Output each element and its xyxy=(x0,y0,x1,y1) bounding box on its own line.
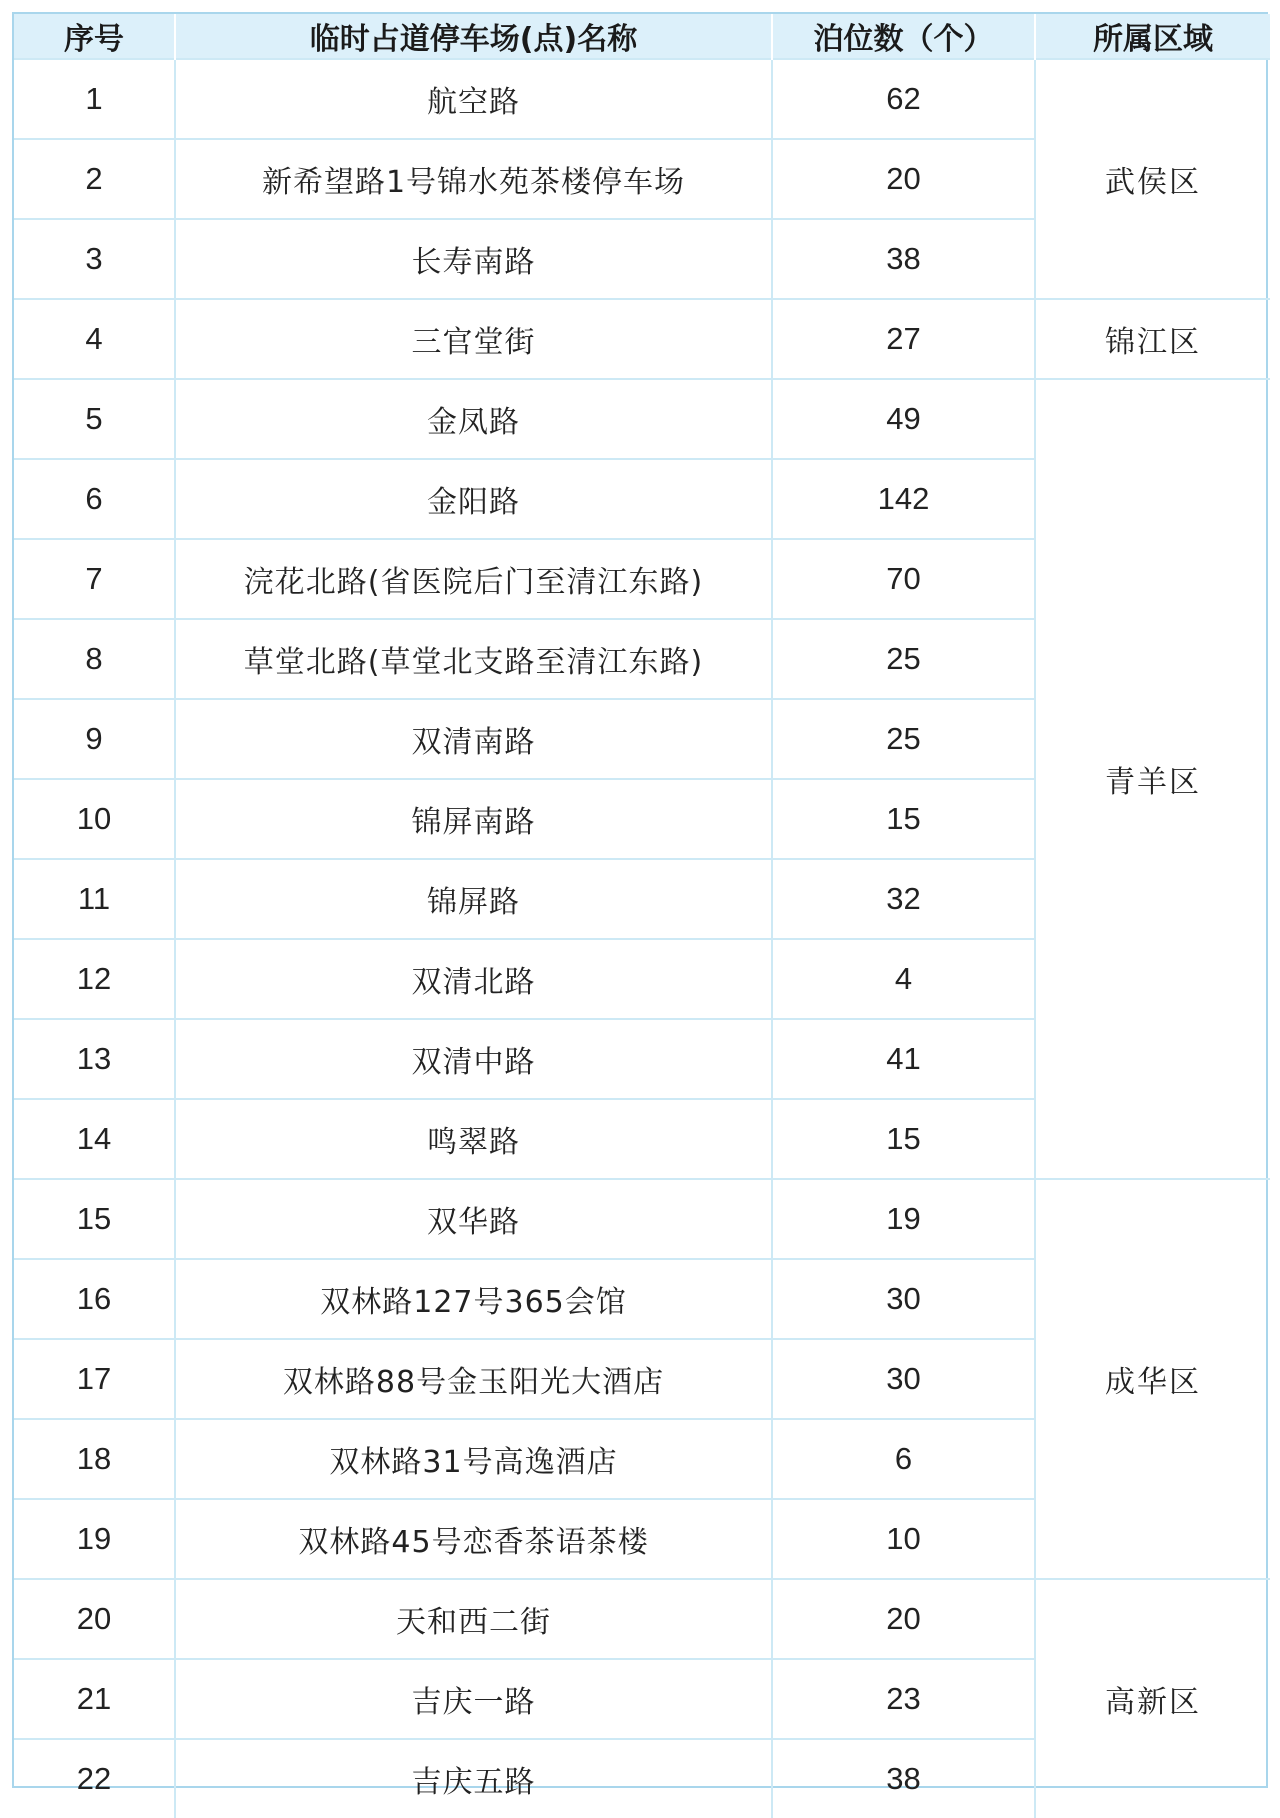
row-index: 18 xyxy=(14,1419,175,1499)
district-cell: 高新区 xyxy=(1035,1579,1270,1818)
parking-name: 双林路45号恋香茶语茶楼 xyxy=(175,1499,772,1579)
parking-spaces: 6 xyxy=(772,1419,1035,1499)
row-index: 6 xyxy=(14,459,175,539)
parking-spaces: 38 xyxy=(772,219,1035,299)
parking-spaces: 19 xyxy=(772,1179,1035,1259)
row-index: 5 xyxy=(14,379,175,459)
parking-name: 双清中路 xyxy=(175,1019,772,1099)
district-cell: 锦江区 xyxy=(1035,299,1270,379)
row-index: 14 xyxy=(14,1099,175,1179)
parking-table xyxy=(14,14,1270,1818)
parking-name: 天和西二街 xyxy=(175,1579,772,1659)
row-index: 1 xyxy=(14,59,175,139)
parking-spaces: 25 xyxy=(772,619,1035,699)
parking-name: 长寿南路 xyxy=(175,219,772,299)
table-header-row xyxy=(14,14,1270,59)
parking-table-container xyxy=(12,12,1268,1800)
row-index: 15 xyxy=(14,1179,175,1259)
row-index: 12 xyxy=(14,939,175,1019)
header-index: 序号 xyxy=(14,14,175,59)
parking-spaces: 62 xyxy=(772,59,1035,139)
parking-spaces: 4 xyxy=(772,939,1035,1019)
parking-name: 三官堂街 xyxy=(175,299,772,379)
district-cell: 武侯区 xyxy=(1035,59,1270,299)
table-row xyxy=(14,379,1270,459)
row-index: 22 xyxy=(14,1739,175,1818)
parking-spaces: 142 xyxy=(772,459,1035,539)
parking-name: 双华路 xyxy=(175,1179,772,1259)
row-index: 11 xyxy=(14,859,175,939)
row-index: 17 xyxy=(14,1339,175,1419)
row-index: 13 xyxy=(14,1019,175,1099)
parking-spaces: 30 xyxy=(772,1259,1035,1339)
parking-spaces: 70 xyxy=(772,539,1035,619)
parking-name: 锦屏路 xyxy=(175,859,772,939)
row-index: 4 xyxy=(14,299,175,379)
parking-name: 航空路 xyxy=(175,59,772,139)
parking-name: 金阳路 xyxy=(175,459,772,539)
table-row xyxy=(14,299,1270,379)
table-row xyxy=(14,1179,1270,1259)
district-cell: 成华区 xyxy=(1035,1179,1270,1579)
row-index: 3 xyxy=(14,219,175,299)
parking-spaces: 20 xyxy=(772,1579,1035,1659)
parking-spaces: 25 xyxy=(772,699,1035,779)
parking-name: 金凤路 xyxy=(175,379,772,459)
parking-spaces: 23 xyxy=(772,1659,1035,1739)
parking-spaces: 10 xyxy=(772,1499,1035,1579)
parking-name: 锦屏南路 xyxy=(175,779,772,859)
row-index: 21 xyxy=(14,1659,175,1739)
parking-name: 吉庆五路 xyxy=(175,1739,772,1818)
header-district: 所属区域 xyxy=(1035,14,1270,59)
parking-spaces: 38 xyxy=(772,1739,1035,1818)
row-index: 20 xyxy=(14,1579,175,1659)
row-index: 9 xyxy=(14,699,175,779)
table-body xyxy=(14,59,1270,1818)
parking-name: 双林路31号高逸酒店 xyxy=(175,1419,772,1499)
row-index: 7 xyxy=(14,539,175,619)
row-index: 10 xyxy=(14,779,175,859)
parking-spaces: 20 xyxy=(772,139,1035,219)
parking-spaces: 41 xyxy=(772,1019,1035,1099)
parking-name: 双清南路 xyxy=(175,699,772,779)
table-row xyxy=(14,59,1270,139)
district-cell: 青羊区 xyxy=(1035,379,1270,1179)
header-spaces: 泊位数（个） xyxy=(772,14,1035,59)
parking-spaces: 32 xyxy=(772,859,1035,939)
parking-name: 双林路127号365会馆 xyxy=(175,1259,772,1339)
header-name: 临时占道停车场(点)名称 xyxy=(175,14,772,59)
parking-name: 浣花北路(省医院后门至清江东路) xyxy=(175,539,772,619)
parking-name: 双林路88号金玉阳光大酒店 xyxy=(175,1339,772,1419)
parking-spaces: 27 xyxy=(772,299,1035,379)
parking-spaces: 49 xyxy=(772,379,1035,459)
row-index: 16 xyxy=(14,1259,175,1339)
parking-name: 吉庆一路 xyxy=(175,1659,772,1739)
parking-spaces: 15 xyxy=(772,779,1035,859)
table-row xyxy=(14,1579,1270,1659)
row-index: 8 xyxy=(14,619,175,699)
parking-name: 鸣翠路 xyxy=(175,1099,772,1179)
parking-name: 草堂北路(草堂北支路至清江东路) xyxy=(175,619,772,699)
parking-name: 新希望路1号锦水苑茶楼停车场 xyxy=(175,139,772,219)
row-index: 2 xyxy=(14,139,175,219)
row-index: 19 xyxy=(14,1499,175,1579)
parking-name: 双清北路 xyxy=(175,939,772,1019)
parking-spaces: 15 xyxy=(772,1099,1035,1179)
parking-spaces: 30 xyxy=(772,1339,1035,1419)
